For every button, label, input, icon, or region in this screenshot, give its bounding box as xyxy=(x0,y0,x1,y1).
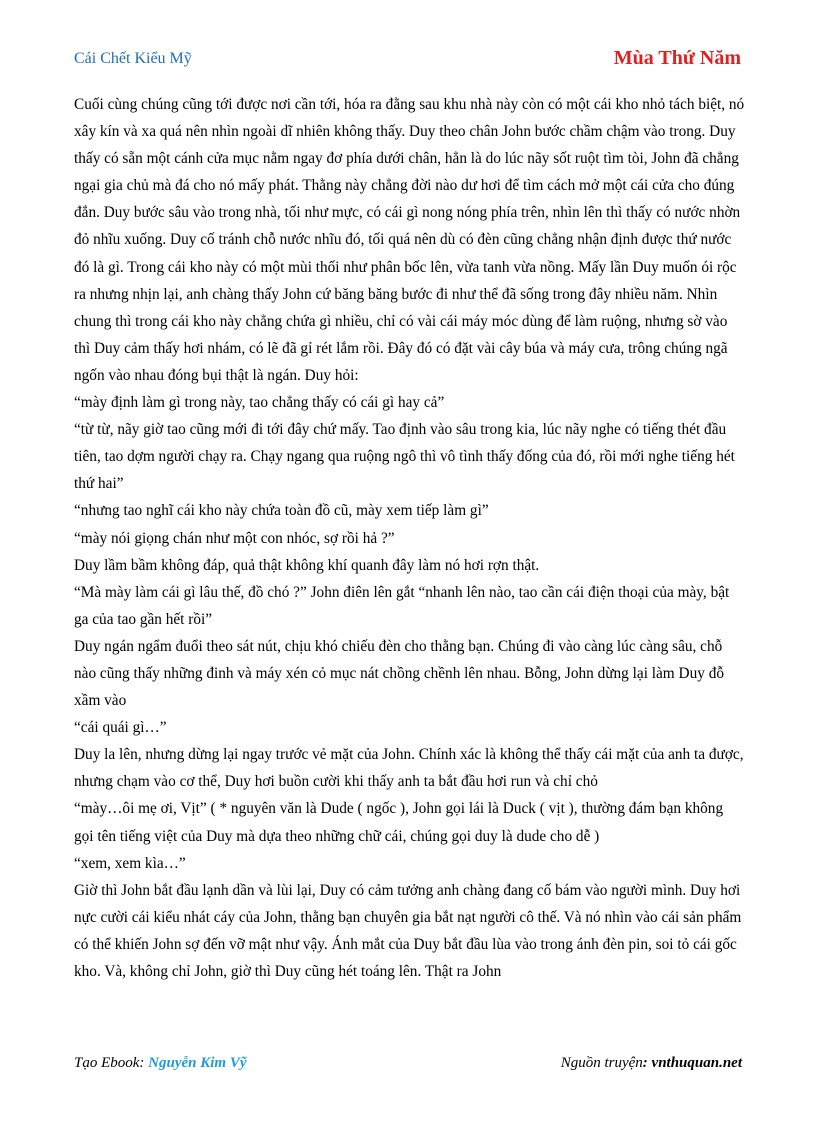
source-site: vnthuquan.net xyxy=(651,1055,742,1071)
paragraph: “mày…ôi mẹ ơi, Vịt” ( * nguyên văn là Dude ( ngốc ), John gọi lái là Duck ( vịt ), thường đám bạn không gọi tên tiếng việt của Duy mà dựa theo những chữ cái, chúng gọi duy là dude cho dễ ) xyxy=(74,800,724,845)
paragraph: “nhưng tao nghĩ cái kho này chứa toàn đồ cũ, mày xem tiếp làm gì” xyxy=(74,502,489,520)
chapter-title: Mùa Thứ Năm xyxy=(613,47,741,69)
paragraph: “mày nói giọng chán như một con nhóc, sợ rồi hả ?” xyxy=(74,529,395,547)
paragraph: “cái quái gì…” xyxy=(74,719,167,737)
source-label: Nguồn truyện xyxy=(560,1055,643,1071)
story-body xyxy=(74,91,746,985)
paragraph: “xem, xem kìa…” xyxy=(74,854,186,872)
source-credit xyxy=(561,1055,742,1072)
paragraph: “Mà mày làm cái gì lâu thế, đồ chó ?” John điên lên gắt “nhanh lên nào, tao cần cái điện thoại của mày, bật ga của tao gần hết rồi” xyxy=(74,583,730,628)
source-separator: : xyxy=(642,1055,652,1071)
ebook-author-name: Nguyễn Kim Vỹ xyxy=(148,1055,247,1071)
paragraph: Duy la lên, nhưng dừng lại ngay trước vẻ mặt của John. Chính xác là không thể thấy cái mặt của anh ta được, nhưng chạm vào cơ thể, Duy hơi buồn cười khi thấy anh ta bắt đầu hơi run và chỉ chỏ xyxy=(74,746,744,791)
paragraph: Giờ thì John bắt đầu lạnh dần và lùi lại, Duy có cảm tưởng anh chàng đang cố bám vào người mình. Duy hơi nực cười cái kiểu nhát cáy của John, thằng bạn chuyên gia bắt nạt người cô thế. Và nó nhìn vào cái sản phẩm có thể khiến John sợ đến vỡ mật như vậy. Ánh mắt của Duy bắt đầu lùa vào trong ánh đèn pin, soi tỏ cái gốc kho. Và, không chỉ John, giờ thì Duy cũng hét toáng lên. Thật ra John xyxy=(74,881,742,980)
paragraph: Duy ngán ngẩm đuổi theo sát nút, chịu khó chiếu đèn cho thằng bạn. Chúng đi vào càng lúc càng sâu, chỗ nào cũng thấy những đinh và máy xén cỏ mục nát chồng chềnh lên nhau. Bỗng, John dừng lại làm Duy đỗ xầm vào xyxy=(74,637,724,710)
ebook-label: Tạo Ebook xyxy=(74,1055,140,1071)
book-title: Cái Chết Kiểu Mỹ xyxy=(74,50,192,67)
paragraph: Duy lầm bầm không đáp, quả thật không khí quanh đây làm nó hơi rợn thật. xyxy=(74,556,540,574)
paragraph: “từ từ, nãy giờ tao cũng mới đi tới đây chứ mấy. Tao định vào sâu trong kia, lúc nãy nghe có tiếng thét đầu tiên, tao dợm người chạy ra. Chạy ngang qua ruộng ngô thì vô tình thấy đống của đó, rồi mới nghe tiếng hét thứ hai” xyxy=(74,421,735,493)
ebook-separator: : xyxy=(139,1055,149,1071)
paragraph: Cuối cùng chúng cũng tới được nơi cần tới, hóa ra đằng sau khu nhà này còn có một cái kho nhỏ tách biệt, nó xây kín và xa quá nên nhìn ngoài dĩ nhiên không thấy. Duy theo chân John bước chầm chậm vào trong. Duy thấy có sẵn một cánh cửa mục nằm ngay đơ phía dưới chân, hẳn là do lúc nãy sốt ruột tìm tòi, John đã chẳng ngại gia chủ mà đá cho nó mấy phát. Thằng này chẳng đời nào dư hơi để tìm cách mở một cái cửa cho đúng đắn. Duy bước sâu vào trong nhà, tối như mực, có cái gì nong nóng phía trên, nhìn lên thì thấy có nước nhờn đỏ nhĩu xuống. Duy cố tránh chỗ nước nhĩu đó, tối quá nên dù có đèn cũng chẳng nhận định được thứ nước đó là gì. Trong cái kho này có một mùi thối như phân bốc lên, vừa tanh vừa nồng. Mấy lần Duy muốn ói rộc ra nhưng nhịn lại, anh chàng thấy John cứ băng băng bước đi như thể đã sống trong đây nhiều năm. Nhìn chung thì trong cái kho này chẳng chứa gì nhiều, chỉ có vài cái máy móc dùng để làm ruộng, nhưng sờ vào thì Duy cảm thấy hơi nhám, có lẽ đã gỉ rét lắm rồi. Đây đó có đặt vài cây búa và máy cưa, trông chúng ngã ngốn vào nhau đóng bụi thật là ngán. Duy hỏi: xyxy=(74,96,745,384)
ebook-credit xyxy=(74,1055,247,1072)
paragraph: “mày định làm gì trong này, tao chẳng thấy có cái gì hay cả” xyxy=(74,394,445,412)
